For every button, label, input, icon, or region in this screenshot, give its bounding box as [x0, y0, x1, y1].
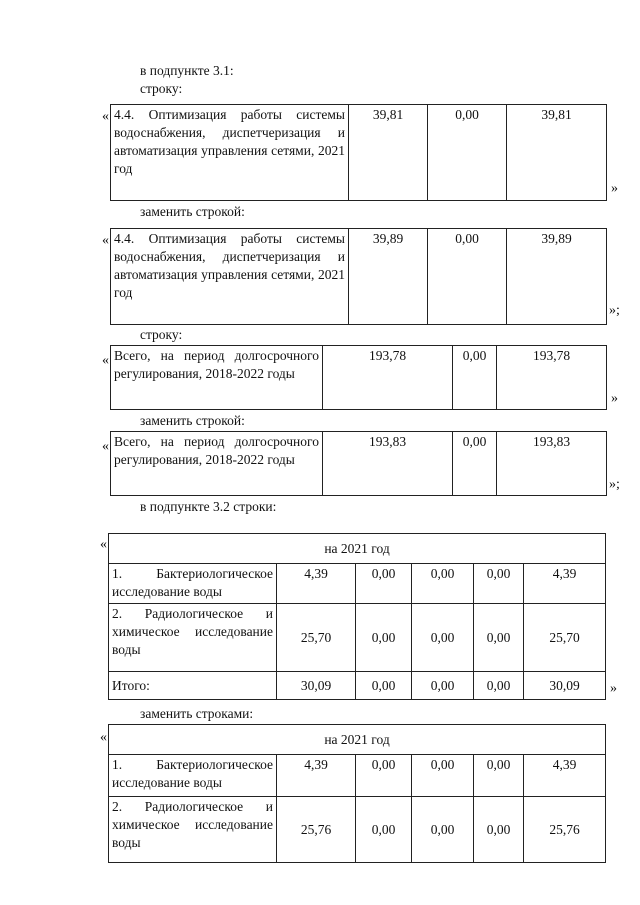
text-stroku: строку: [140, 81, 183, 96]
cell-value: 0,00 [356, 797, 412, 863]
cell-value: 30,09 [524, 672, 606, 700]
cell-value: 193,83 [323, 432, 453, 496]
cell-value: 0,00 [453, 432, 497, 496]
cell-value: 25,76 [277, 797, 356, 863]
cell-value: 0,00 [474, 564, 524, 604]
text-subpoint-3-2: в подпункте 3.2 строки: [140, 499, 277, 514]
open-quote: « [100, 537, 107, 552]
cell-value: 30,09 [277, 672, 356, 700]
row-label: 1. Бактериологическое исследование воды [109, 755, 277, 797]
open-quote: « [100, 730, 107, 745]
cell-value: 25,76 [524, 797, 606, 863]
cell-value: 0,00 [428, 105, 507, 201]
cell-value: 193,78 [497, 346, 607, 410]
text-stroku: строку: [140, 327, 183, 342]
table-row [109, 604, 606, 672]
cell-value: 39,81 [507, 105, 607, 201]
cell-value: 0,00 [412, 797, 474, 863]
close-quote: » [611, 181, 618, 196]
open-quote: « [102, 233, 109, 248]
row-label: Всего, на период долгосрочного регулирования, 2018-2022 годы [111, 432, 323, 496]
cell-value: 0,00 [412, 755, 474, 797]
open-quote: « [102, 439, 109, 454]
row-label: Итого: [109, 672, 277, 700]
cell-value: 0,00 [474, 604, 524, 672]
cell-value: 0,00 [474, 755, 524, 797]
cell-value: 4,39 [524, 755, 606, 797]
table-new-total [110, 431, 607, 496]
text-replace-row: заменить строкой: [140, 204, 245, 219]
cell-value: 0,00 [412, 604, 474, 672]
close-quote: » [611, 391, 618, 406]
cell-value: 4,39 [277, 564, 356, 604]
open-quote: « [102, 353, 109, 368]
cell-value: 39,89 [507, 229, 607, 325]
table-header: на 2021 год [109, 725, 606, 755]
cell-value: 25,70 [277, 604, 356, 672]
table-new-2021 [108, 724, 606, 863]
row-label: 1. Бактериологическое исследование воды [109, 564, 277, 604]
cell-value: 0,00 [356, 564, 412, 604]
table-new-row-4-4 [110, 228, 607, 325]
close-quote-semicolon: »; [609, 303, 620, 318]
table-old-2021 [108, 533, 606, 700]
cell-value: 0,00 [453, 346, 497, 410]
cell-value: 0,00 [356, 755, 412, 797]
cell-value: 39,89 [349, 229, 428, 325]
cell-value: 0,00 [474, 797, 524, 863]
cell-value: 193,78 [323, 346, 453, 410]
table-row [109, 564, 606, 604]
cell-value: 39,81 [349, 105, 428, 201]
text-subpoint-3-1: в подпункте 3.1: [140, 63, 234, 78]
cell-value: 4,39 [524, 564, 606, 604]
table-old-total [110, 345, 607, 410]
cell-value: 0,00 [412, 672, 474, 700]
cell-value: 0,00 [474, 672, 524, 700]
cell-value: 4,39 [277, 755, 356, 797]
cell-value: 0,00 [356, 672, 412, 700]
cell-value: 0,00 [428, 229, 507, 325]
table-old-row-4-4 [110, 104, 607, 201]
close-quote-semicolon: »; [609, 477, 620, 492]
cell-value: 25,70 [524, 604, 606, 672]
text-replace-rows: заменить строками: [140, 706, 254, 721]
table-row [109, 672, 606, 700]
row-label: 4.4. Оптимизация работы системы водоснабжения, диспетчеризация и автоматизация управления сетями, 2021 год [111, 105, 349, 201]
close-quote: » [610, 681, 617, 696]
row-label: 2. Радиологическое и химическое исследование воды [109, 604, 277, 672]
cell-value: 0,00 [356, 604, 412, 672]
cell-value: 0,00 [412, 564, 474, 604]
table-row [109, 755, 606, 797]
row-label: Всего, на период долгосрочного регулирования, 2018-2022 годы [111, 346, 323, 410]
open-quote: « [102, 109, 109, 124]
row-label: 4.4. Оптимизация работы системы водоснабжения, диспетчеризация и автоматизация управления сетями, 2021 год [111, 229, 349, 325]
row-label: 2. Радиологическое и химическое исследование воды [109, 797, 277, 863]
cell-value: 193,83 [497, 432, 607, 496]
text-replace-row: заменить строкой: [140, 413, 245, 428]
table-row [109, 797, 606, 863]
table-header: на 2021 год [109, 534, 606, 564]
